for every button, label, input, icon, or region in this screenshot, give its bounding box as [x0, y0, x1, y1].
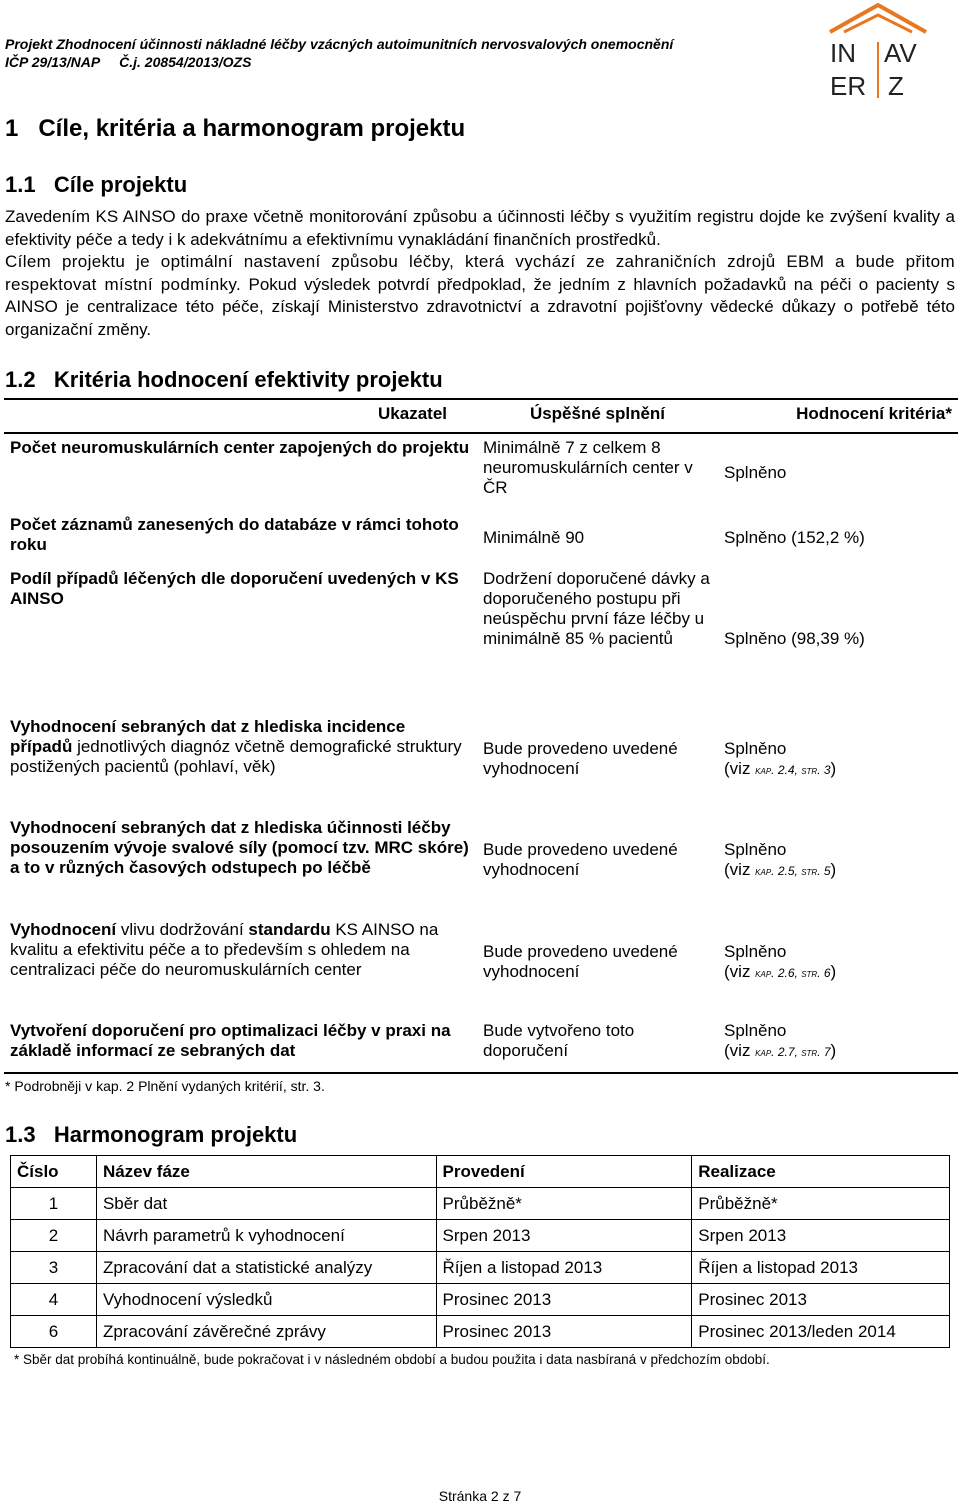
criteria-row	[4, 565, 958, 713]
criteria-table	[4, 398, 958, 1074]
success-cell: Bude provedeno uvedené vyhodnocení	[483, 840, 678, 879]
phase-number: 2	[11, 1220, 97, 1252]
svg-text:Z: Z	[888, 71, 904, 100]
phase-name: Návrh parametrů k vyhodnocení	[96, 1220, 436, 1252]
success-cell: Bude provedeno uvedené vyhodnocení	[483, 942, 678, 981]
phase-realization: Prosinec 2013/leden 2014	[692, 1316, 950, 1348]
chapter-reference: kap. 2.7, str. 7	[755, 1045, 831, 1059]
phase-execution: Prosinec 2013	[436, 1316, 692, 1348]
criteria-row	[4, 511, 958, 565]
phase-realization: Říjen a listopad 2013	[692, 1252, 950, 1284]
section-1-heading: 1 Cíle, kritéria a harmonogram projektu	[5, 115, 466, 142]
phase-realization: Průběžně*	[692, 1188, 950, 1220]
page-number: Stránka 2 z 7	[438, 1488, 522, 1504]
phase-execution: Říjen a listopad 2013	[436, 1252, 692, 1284]
success-cell: Bude provedeno uvedené vyhodnocení	[483, 739, 678, 778]
col-header-success: Úspěšné splnění	[477, 399, 718, 433]
indicator-cell: Vytvoření doporučení pro optimalizaci léčby v praxi na základě informací ze sebraných dat	[4, 1017, 477, 1073]
col-header-evaluation: Hodnocení kritéria*	[718, 399, 958, 433]
svg-text:AV: AV	[884, 38, 917, 68]
indicator-cell: Vyhodnocení sebraných dat z hlediska účinnosti léčby posouzením vývoje svalové síly (pomocí tzv. MRC skóre) a to v různých časových odstupech po léčbě	[10, 818, 469, 877]
phase-execution: Průběžně*	[436, 1188, 692, 1220]
phase-number: 1	[11, 1188, 97, 1220]
evaluation-cell: Splněno (viz kap. 2.7, str. 7)	[718, 1017, 958, 1073]
col-header-indicator: Ukazatel	[4, 399, 477, 433]
section-1-1-heading: 1.1 Cíle projektu	[5, 172, 188, 197]
indicator-cell: Počet záznamů zanesených do databáze v rámci tohoto roku	[10, 515, 459, 554]
goals-text-1: Zavedením KS AINSO do praxe včetně monitorování způsobu a účinnosti léčby s využitím registru dojde ke zvýšení kvality a efektivity péče a tedy i k adekvátnímu a efektivnímu vynakládání finančních prostředků.	[5, 207, 955, 249]
col-header-realization: Realizace	[692, 1156, 950, 1188]
col-header-phase: Název fáze	[96, 1156, 436, 1188]
phase-realization: Srpen 2013	[692, 1220, 950, 1252]
header-reference: IČP 29/13/NAP Č.j. 20854/2013/OZS	[5, 54, 252, 70]
criteria-row	[4, 916, 958, 1017]
criteria-header-row	[4, 399, 958, 433]
evaluation-cell: Splněno (viz kap. 2.5, str. 5)	[724, 840, 837, 879]
evaluation-cell: Splněno	[724, 462, 787, 482]
evaluation-cell: Splněno (152,2 %)	[724, 528, 865, 547]
chapter-reference: kap. 2.5, str. 5	[755, 864, 831, 878]
phase-execution: Prosinec 2013	[436, 1284, 692, 1316]
criteria-row	[4, 814, 958, 916]
criteria-row	[4, 433, 958, 511]
section-1-2-heading: 1.2 Kritéria hodnocení efektivity projektu	[5, 367, 443, 392]
success-cell: Bude vytvořeno toto doporučení	[477, 1017, 718, 1073]
phase-name: Zpracování závěrečné zprávy	[96, 1316, 436, 1348]
indicator-cell: Vyhodnocení vlivu dodržování standardu KS AINSO na kvalitu a efektivitu péče a to především s ohledem na centralizaci péče do neuromuskulárních center	[10, 920, 439, 979]
criteria-footnote: * Podrobněji v kap. 2 Plnění vydaných kritérií, str. 3.	[5, 1078, 325, 1094]
phase-number: 4	[11, 1284, 97, 1316]
inaverz-logo	[822, 2, 934, 100]
schedule-row	[11, 1284, 950, 1316]
indicator-cell: Podíl případů léčených dle doporučení uvedených v KS AINSO	[10, 569, 459, 608]
criteria-row	[4, 713, 958, 814]
phase-name: Vyhodnocení výsledků	[96, 1284, 436, 1316]
goals-paragraph	[5, 206, 955, 341]
svg-text:ER: ER	[830, 71, 867, 100]
schedule-row	[11, 1252, 950, 1284]
indicator-cell: Vyhodnocení sebraných dat z hlediska incidence případů jednotlivých diagnóz včetně demografické struktury postižených pacientů (pohlaví, věk)	[10, 717, 462, 776]
schedule-table	[10, 1155, 950, 1348]
goals-text-3: Pokud výsledek potvrdí předpoklad, že jedním z hlavních požadavků na péči o pacienty s AINSO je centralizace této péče, získají Ministerstvo zdravotnictví a zdravotní pojišťovny vědecké důkazy o potřebě této organizační změny.	[5, 274, 955, 339]
section-1-3-heading: 1.3 Harmonogram projektu	[5, 1122, 298, 1147]
phase-number: 6	[11, 1316, 97, 1348]
indicator-cell: Počet neuromuskulárních center zapojených do projektu	[10, 438, 470, 457]
phase-name: Zpracování dat a statistické analýzy	[96, 1252, 436, 1284]
goals-text-2: Cílem projektu je optimální nastavení způsobu léčby, která vychází ze zahraničních zdrojů EBM a bude přitom respektovat místní podmínky.	[5, 252, 955, 294]
phase-name: Sběr dat	[96, 1188, 436, 1220]
col-header-execution: Provedení	[436, 1156, 692, 1188]
phase-realization: Prosinec 2013	[692, 1284, 950, 1316]
document-header	[5, 35, 673, 71]
success-cell: Minimálně 90	[483, 528, 585, 547]
svg-text:IN: IN	[830, 38, 856, 68]
schedule-row	[11, 1188, 950, 1220]
success-cell: Minimálně 7 z celkem 8 neuromuskulárních center v ČR	[483, 438, 693, 497]
evaluation-cell: Splněno (viz kap. 2.4, str. 3)	[724, 739, 837, 778]
chapter-reference: kap. 2.6, str. 6	[755, 966, 831, 980]
phase-execution: Srpen 2013	[436, 1220, 692, 1252]
schedule-row	[11, 1316, 950, 1348]
header-project-title: Projekt Zhodnocení účinnosti nákladné léčby vzácných autoimunitních nervosvalových onemocnění	[5, 36, 674, 52]
schedule-footnote: * Sběr dat probíhá kontinuálně, bude pokračovat i v následném období a budou použita i data nasbíraná v předchozím období.	[14, 1352, 770, 1367]
chapter-reference: kap. 2.4, str. 3	[755, 763, 831, 777]
col-header-number: Číslo	[11, 1156, 97, 1188]
evaluation-cell: Splněno (viz kap. 2.6, str. 6)	[724, 942, 837, 981]
evaluation-cell: Splněno (98,39 %)	[724, 629, 865, 648]
criteria-row	[4, 1017, 958, 1073]
success-cell: Dodržení doporučené dávky a doporučeného postupu při neúspěchu první fáze léčby u minimálně 85 % pacientů	[483, 569, 710, 648]
schedule-row	[11, 1220, 950, 1252]
phase-number: 3	[11, 1252, 97, 1284]
schedule-header-row	[11, 1156, 950, 1188]
